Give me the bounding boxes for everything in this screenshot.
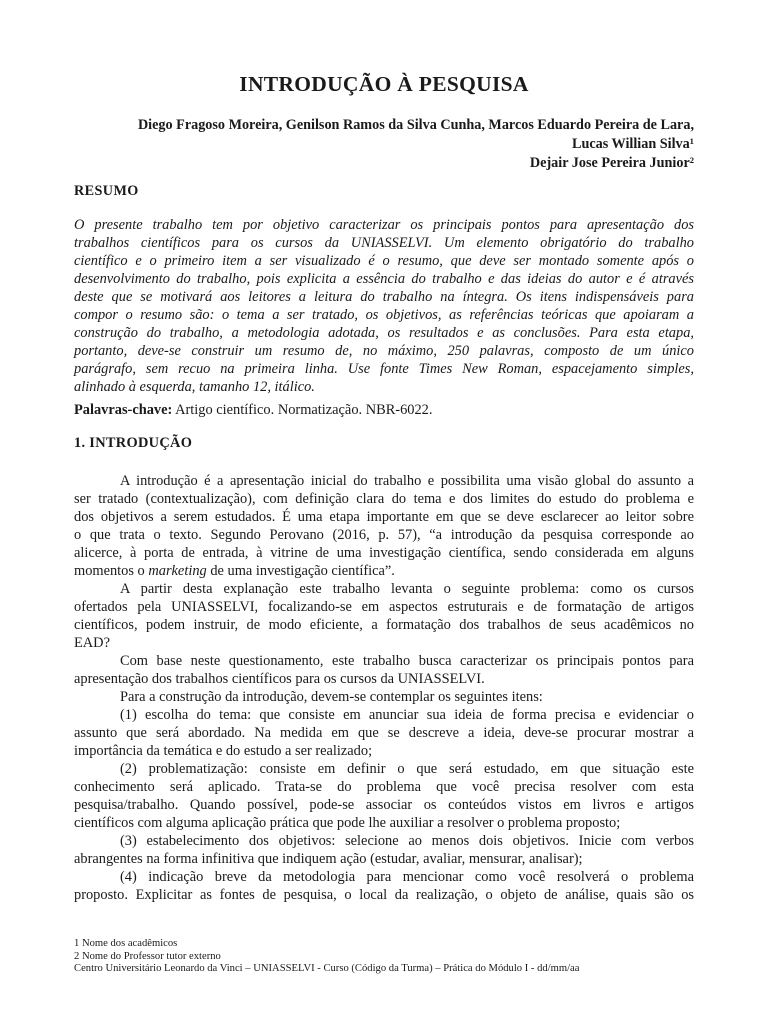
introduction-body <box>74 472 694 904</box>
authors-block <box>74 116 694 173</box>
authors-line: Diego Fragoso Moreira, Genilson Ramos da Silva Cunha, Marcos Eduardo Pereira de Lara, <box>137 117 694 133</box>
body-line: científicos com alguma aplicação prática que pode lhe auxiliar a resolver o problema proposto; <box>74 815 621 831</box>
abstract-line: portanto, deve-se construir um resumo de, no máximo, 250 palavras, composto de um único <box>74 343 694 359</box>
abstract-line: O presente trabalho tem por objetivo caracterizar os principais pontos para apresentação dos <box>74 217 694 233</box>
body-line: A partir desta explanação este trabalho levanta o seguinte problema: como os cursos <box>120 581 694 597</box>
abstract-line: parágrafo, sem recuo na primeira linha. Use fonte Times New Roman, espacejamento simples, <box>74 361 694 377</box>
body-line: o que trata o texto. Segundo Perovano (2016, p. 57), “a introdução da pesquisa corresponde ao <box>74 527 694 543</box>
body-line: pesquisa/trabalho. Quando possível, pode-se associar os conteúdos vistos em livros e artigos <box>74 797 694 813</box>
body-line: dos objetivos a serem estudados. É uma etapa importante em que se deve esclarecer ao leitor sobre <box>74 509 694 525</box>
body-line: alicerce, à porta de entrada, à vitrine de uma investigação científica, sendo considerada em alguns <box>74 545 694 561</box>
body-line: Para a construção da introdução, devem-se contemplar os seguintes itens: <box>120 689 543 705</box>
keywords-text: Artigo científico. Normatização. NBR-6022. <box>172 402 433 418</box>
page-footer-course-info: Centro Universitário Leonardo da Vinci – UNIASSELVI - Curso (Código da Turma) – Prática do Módulo I - dd/mm/aa <box>74 963 580 974</box>
body-line: ofertados pela UNIASSELVI, focalizando-se em aspectos estruturais e de formatação de artigos <box>74 599 694 615</box>
body-line: momentos o marketing de uma investigação científica”. <box>74 563 395 579</box>
body-line: EAD? <box>74 635 110 651</box>
body-line: (4) indicação breve da metodologia para mencionar como você resolverá o problema <box>120 869 694 885</box>
body-line: (3) estabelecimento dos objetivos: selecione ao menos dois objetivos. Inicie com verbos <box>120 833 694 849</box>
body-line: científicos, podem instruir, de modo eficiente, a formatação dos trabalhos de seus acadêmicos no <box>74 617 694 633</box>
body-line: apresentação dos trabalhos científicos para os cursos da UNIASSELVI. <box>74 671 485 687</box>
body-line: abrangentes na forma infinitiva que indiquem ação (estudar, avaliar, mensurar, analisar); <box>74 851 583 867</box>
keywords-line <box>74 401 432 419</box>
body-line: conhecimento será aplicado. Trata-se do problema que você precisa resolver com esta <box>74 779 694 795</box>
footnotes <box>74 937 714 976</box>
section-heading-introduction: 1. INTRODUÇÃO <box>74 435 193 451</box>
abstract-paragraph <box>74 216 694 396</box>
footnote-1: 1 Nome dos acadêmicos <box>74 937 714 951</box>
abstract-line: trabalhos científicos para os cursos da UNIASSELVI. Um elemento obrigatório do trabalho <box>74 235 694 251</box>
abstract-line: alinhado à esquerda, tamanho 12, itálico. <box>74 379 315 395</box>
abstract-line: científico e o primeiro item a ser visualizado é o resumo, que deve ser montado somente após o <box>74 253 694 269</box>
resumo-heading: RESUMO <box>74 183 139 199</box>
authors-line: Lucas Willian Silva¹ <box>572 136 694 152</box>
body-line: (2) problematização: consiste em definir o que será estudado, em que situação este <box>120 761 694 777</box>
body-line: Com base neste questionamento, este trabalho busca caracterizar os principais pontos para <box>120 653 694 669</box>
abstract-line: construção do trabalho, a metodologia adotada, os resultados e as conclusões. Para esta etapa, <box>74 325 694 341</box>
document-title: INTRODUÇÃO À PESQUISA <box>239 72 529 96</box>
keywords-label: Palavras-chave: <box>74 402 173 418</box>
body-line: A introdução é a apresentação inicial do trabalho e possibilita uma visão global do assunto a <box>120 473 694 489</box>
body-line: assunto que será abordado. Na medida em que se descreve a ideia, deve-se procurar mostrar a <box>74 725 694 741</box>
authors-line: Dejair Jose Pereira Junior² <box>529 155 694 171</box>
body-line: ser tratado (contextualização), com definição clara do tema e dos limites do estudo do problema e <box>74 491 694 507</box>
body-line: importância da temática e do estudo a ser realizado; <box>74 743 373 759</box>
body-line: proposto. Explicitar as fontes de pesquisa, o local da realização, o objeto de análise, quais são os <box>74 887 694 903</box>
abstract-line: desenvolvimento do trabalho, pois explicita a essência do trabalho e das ideias do autor e é através <box>74 271 694 287</box>
footnote-2: 2 Nome do Professor tutor externo <box>74 950 221 962</box>
abstract-line: deste que se motivará aos leitores a leitura do trabalho na íntegra. Os itens indispensáveis para <box>74 289 694 305</box>
abstract-line: compor o resumo são: o tema a ser tratado, os objetivos, as referências teóricas que apoiaram a <box>74 307 694 323</box>
body-line: (1) escolha do tema: que consiste em anunciar sua ideia de forma precisa e evidenciar o <box>120 707 694 723</box>
